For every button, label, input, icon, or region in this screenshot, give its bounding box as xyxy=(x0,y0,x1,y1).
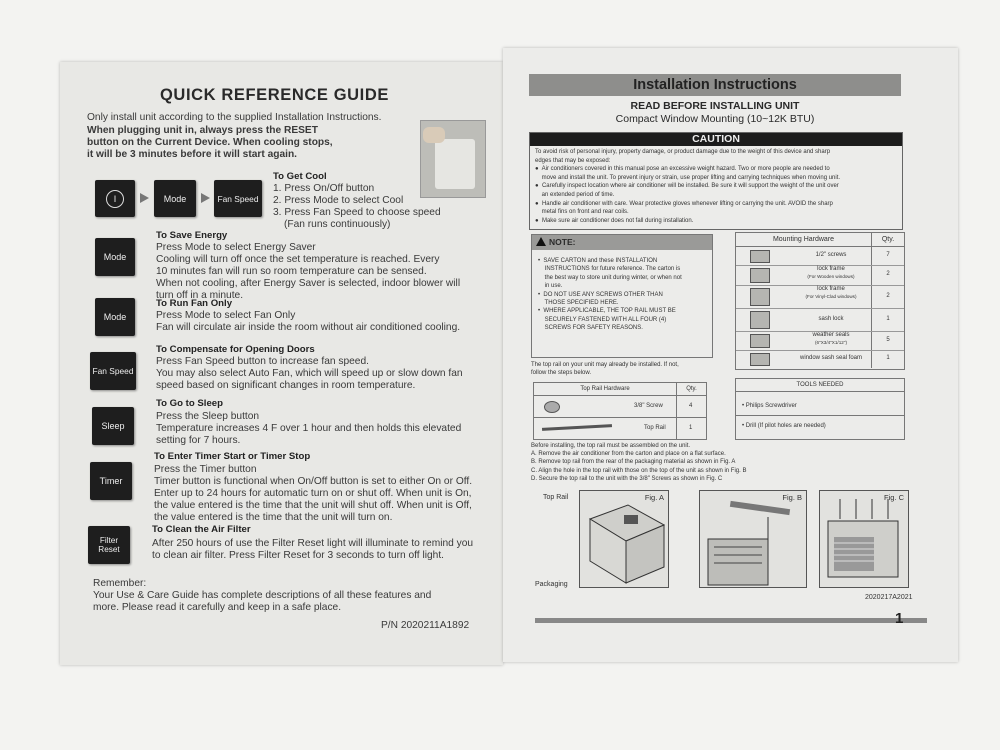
caution-line: an extended period of time. xyxy=(535,191,615,198)
remember-line-2: more. Please read it carefully and keep in a safe place. xyxy=(93,602,342,613)
mounting-hardware-row xyxy=(736,265,904,286)
save-energy-heading: To Save Energy xyxy=(156,230,228,241)
hardware-qty: 7 xyxy=(886,252,890,258)
caution-line: edges that may be exposed: xyxy=(535,157,611,164)
mounting-hardware-row xyxy=(736,331,904,351)
opening-doors-line-3: speed based on significant changes in room temperature. xyxy=(156,380,416,391)
document-code: 2020217A2021 xyxy=(865,594,913,601)
top-rail-hardware-table xyxy=(533,382,707,440)
caution-line: move and install the unit. To prevent injury or strain, use proper lifting and carrying techniques when moving unit. xyxy=(535,174,841,181)
mounting-hardware-row xyxy=(736,350,904,368)
intro-line-4: it will be 3 minutes before it will start again. xyxy=(87,149,298,160)
note-line: • DO NOT USE ANY SCREWS OTHER THAN xyxy=(538,291,663,298)
fig-a-illustration xyxy=(580,491,668,587)
hardware-part-icon xyxy=(750,288,770,306)
mounting-hardware-row xyxy=(736,285,904,309)
figure-b xyxy=(699,490,807,588)
tools-needed-box xyxy=(735,378,905,440)
fan-only-line-1: Press Mode to select Fan Only xyxy=(156,310,296,321)
footer-bar xyxy=(535,618,927,623)
read-before-heading: READ BEFORE INSTALLING UNIT xyxy=(630,100,800,112)
opening-doors-line-1: Press Fan Speed button to increase fan speed. xyxy=(156,356,369,367)
part-number: P/N 2020211A1892 xyxy=(381,620,470,631)
installation-title-bar xyxy=(529,74,901,96)
get-cool-line-1: 1. Press On/Off button xyxy=(273,183,375,194)
hardware-subtitle: (For Vinyl-Clad windows) xyxy=(805,294,857,299)
caution-title: CAUTION xyxy=(530,133,902,146)
get-cool-line-4: (Fan runs continuously) xyxy=(284,219,391,230)
note-text xyxy=(532,250,712,340)
hardware-part-icon xyxy=(750,250,770,263)
mode-button-icon: Mode xyxy=(95,298,135,336)
remember-line-1: Your Use & Care Guide has complete descriptions of all these features and xyxy=(93,590,432,601)
hardware-name: 1/2" screws xyxy=(815,252,847,258)
fig-b-label: Fig. B xyxy=(782,493,802,502)
note-line: SECURELY FASTENED WITH ALL FOUR (4) xyxy=(538,316,667,323)
top-rail-item-1-qty: 1 xyxy=(689,425,693,431)
hardware-qty: 5 xyxy=(886,336,890,343)
filter-reset-button-icon: Filter Reset xyxy=(88,526,130,564)
caution-line: To avoid risk of personal injury, property damage, or product damage due to the weight of this device and sharp xyxy=(535,149,831,155)
intro-line-2: When plugging unit in, always press the RESET xyxy=(87,125,318,136)
mounting-hardware-header: Mounting Hardware xyxy=(736,233,872,247)
hardware-qty: 1 xyxy=(886,355,890,361)
arrow-icon xyxy=(140,193,149,203)
caution-line: ● Make sure air conditioner does not fall during installation. xyxy=(535,217,694,224)
figure-c xyxy=(819,490,909,588)
mounting-hardware-row xyxy=(736,247,904,266)
caution-text xyxy=(530,146,902,227)
sleep-button-icon: Sleep xyxy=(92,407,134,445)
fig-b-illustration xyxy=(700,491,806,587)
clean-filter-line-1: After 250 hours of use the Filter Reset light will illuminate to remind you xyxy=(152,538,474,549)
note-header xyxy=(532,235,712,250)
note-line: the best way to store unit during winter, or when not xyxy=(538,274,682,281)
timer-line-3: Enter up to 24 hours for automatic turn on or shut off. When unit is On, xyxy=(154,488,472,499)
tools-needed-header: TOOLS NEEDED xyxy=(736,379,904,392)
compact-window-subtitle: Compact Window Mounting (10~12K BTU) xyxy=(615,113,815,125)
note-line: THOSE SPECIFIED HERE. xyxy=(538,300,619,307)
clean-filter-line-2: to clean air filter. Press Filter Reset for 3 seconds to turn off light. xyxy=(152,550,444,561)
hardware-name: window sash seal foam xyxy=(799,355,863,361)
mounting-hardware-table xyxy=(735,232,905,370)
page-number: 1 xyxy=(895,610,904,627)
mounting-qty-header: Qty. xyxy=(872,233,904,247)
step-line: A. Remove the air conditioner from the carton and place on a flat surface. xyxy=(531,451,726,458)
sleep-line-3: setting for 7 hours. xyxy=(156,435,241,446)
right-page xyxy=(503,48,958,662)
hardware-part-icon xyxy=(750,268,770,283)
hardware-qty: 2 xyxy=(886,271,890,277)
arrow-icon xyxy=(201,193,210,203)
opening-doors-heading: To Compensate for Opening Doors xyxy=(156,344,315,355)
fan-speed-button-icon: Fan Speed xyxy=(90,352,136,390)
hardware-name: weather seals xyxy=(812,332,850,338)
timer-heading: To Enter Timer Start or Timer Stop xyxy=(154,451,311,462)
hardware-name: lock frame xyxy=(817,286,845,292)
hardware-part-icon xyxy=(750,353,770,366)
timer-line-1: Press the Timer button xyxy=(154,464,257,475)
installation-title: Installation Instructions xyxy=(633,77,797,93)
screw-icon xyxy=(544,401,560,413)
fig-a-label: Fig. A xyxy=(644,493,664,502)
note-title: NOTE: xyxy=(549,237,576,247)
top-rail-item-0-qty: 4 xyxy=(689,403,693,409)
caution-line: metal fins on front and rear coils. xyxy=(535,209,629,216)
hardware-qty: 1 xyxy=(886,315,890,322)
save-energy-line-4: When not cooling, after Energy Saver is selected, indoor blower will xyxy=(156,278,461,289)
timer-button-icon: Timer xyxy=(90,462,132,500)
save-energy-line-5: turn off in a minute. xyxy=(156,290,244,301)
power-button-icon: I xyxy=(95,180,135,217)
top-rail-hardware-header: Top Rail Hardware xyxy=(534,383,677,396)
warning-icon xyxy=(536,237,546,246)
note-box xyxy=(531,234,713,358)
fan-only-heading: To Run Fan Only xyxy=(156,298,233,309)
hardware-name: lock frame xyxy=(817,266,845,272)
mounting-hardware-row xyxy=(736,308,904,332)
step-line: D. Secure the top rail to the unit with the 3/8" Screws as shown in Fig. C xyxy=(531,475,723,482)
sleep-heading: To Go to Sleep xyxy=(156,398,223,409)
timer-line-4: the value entered is the time that the unit will shut off. When unit is Off, xyxy=(154,500,472,511)
caution-line: ● Handle air conditioner with care. Wear protective gloves whenever lifting or carrying the unit. AVOID the sharp xyxy=(535,200,833,207)
hardware-name: sash lock xyxy=(818,315,844,322)
hardware-subtitle: (For Wooden windows) xyxy=(807,274,855,279)
step-line: B. Remove top rail from the rear of the packaging material as shown in Fig. A xyxy=(531,459,736,466)
get-cool-heading: To Get Cool xyxy=(273,171,327,182)
fig-c-label: Fig. C xyxy=(883,493,904,502)
remember-label: Remember: xyxy=(93,578,147,589)
tool-screwdriver: • Philips Screwdriver xyxy=(742,403,797,409)
top-rail-item-0-name: 3/8" Screw xyxy=(634,403,663,409)
step-line: C. Align the hole in the top rail with those on the top of the unit as shown in Fig. B xyxy=(531,467,747,474)
get-cool-line-2: 2. Press Mode to select Cool xyxy=(273,195,404,206)
save-energy-line-2: Cooling will turn off once the set temperature is reached. Every xyxy=(156,254,440,265)
hardware-part-icon xyxy=(750,311,770,329)
top-rail-qty-header: Qty. xyxy=(677,383,706,396)
intro-line-3: button on the Current Device. When cooling stops, xyxy=(87,137,333,148)
timer-line-2: Timer button is functional when On/Off button is set to either On or Off. xyxy=(154,476,473,487)
intro-line-1: Only install unit according to the supplied Installation Instructions. xyxy=(87,112,382,123)
label-packaging: Packaging xyxy=(535,581,568,588)
caution-box xyxy=(529,132,903,230)
mode-button-icon: Mode xyxy=(95,238,135,276)
step-line: Before installing, the top rail must be assembled on the unit. xyxy=(531,443,691,449)
note-line: SCREWS FOR SAFETY REASONS. xyxy=(538,325,643,332)
sleep-line-2: Temperature increases 4 F over 1 hour and then holds this elevated xyxy=(156,423,462,434)
left-page xyxy=(60,62,503,665)
hardware-qty: 2 xyxy=(886,292,890,299)
top-rail-item-1-name: Top Rail xyxy=(644,425,666,431)
quick-reference-title: QUICK REFERENCE GUIDE xyxy=(160,86,389,104)
fig-c-illustration xyxy=(820,491,908,587)
top-rail-note-1: The top rail on your unit may already be installed. If not, xyxy=(531,362,679,368)
top-rail-icon xyxy=(542,424,612,431)
clean-filter-heading: To Clean the Air Filter xyxy=(152,524,251,535)
top-rail-note-2: follow the steps below. xyxy=(531,370,592,376)
sleep-line-1: Press the Sleep button xyxy=(156,411,260,422)
hardware-subtitle: (6"X3/4"X1/12") xyxy=(815,340,847,345)
figure-a xyxy=(579,490,669,588)
caution-line: ● Air conditioners covered in this manual pose an excessive weight hazard. Two or more people are needed to xyxy=(535,166,830,173)
label-top-rail: Top Rail xyxy=(543,494,569,501)
caution-line: ● Carefully inspect location where air conditioner will be installed. Be sure it will support the weight of the unit over xyxy=(535,183,839,190)
mode-button-icon: Mode xyxy=(154,180,196,217)
note-line: • WHERE APPLICABLE, THE TOP RAIL MUST BE xyxy=(538,308,676,315)
fan-only-line-2: Fan will circulate air inside the room without air conditioned cooling. xyxy=(156,322,461,333)
install-steps xyxy=(531,442,901,483)
timer-line-5: the value entered is the time that the unit will turn on. xyxy=(154,512,393,523)
save-energy-line-1: Press Mode to select Energy Saver xyxy=(156,242,316,253)
note-line: • SAVE CARTON and these INSTALLATION xyxy=(538,258,658,264)
unit-photo xyxy=(420,120,486,198)
opening-doors-line-2: You may also select Auto Fan, which will speed up or slow down fan xyxy=(156,368,463,379)
save-energy-line-3: 10 minutes fan will run so room temperature can be sensed. xyxy=(156,266,427,277)
fan-speed-button-icon: Fan Speed xyxy=(214,180,262,217)
hardware-part-icon xyxy=(750,334,770,348)
note-line: in use. xyxy=(538,283,563,290)
get-cool-line-3: 3. Press Fan Speed to choose speed xyxy=(273,207,441,218)
note-line: INSTRUCTIONS for future reference. The carton is xyxy=(538,266,681,273)
tool-drill: • Drill (If pilot holes are needed) xyxy=(742,423,826,429)
